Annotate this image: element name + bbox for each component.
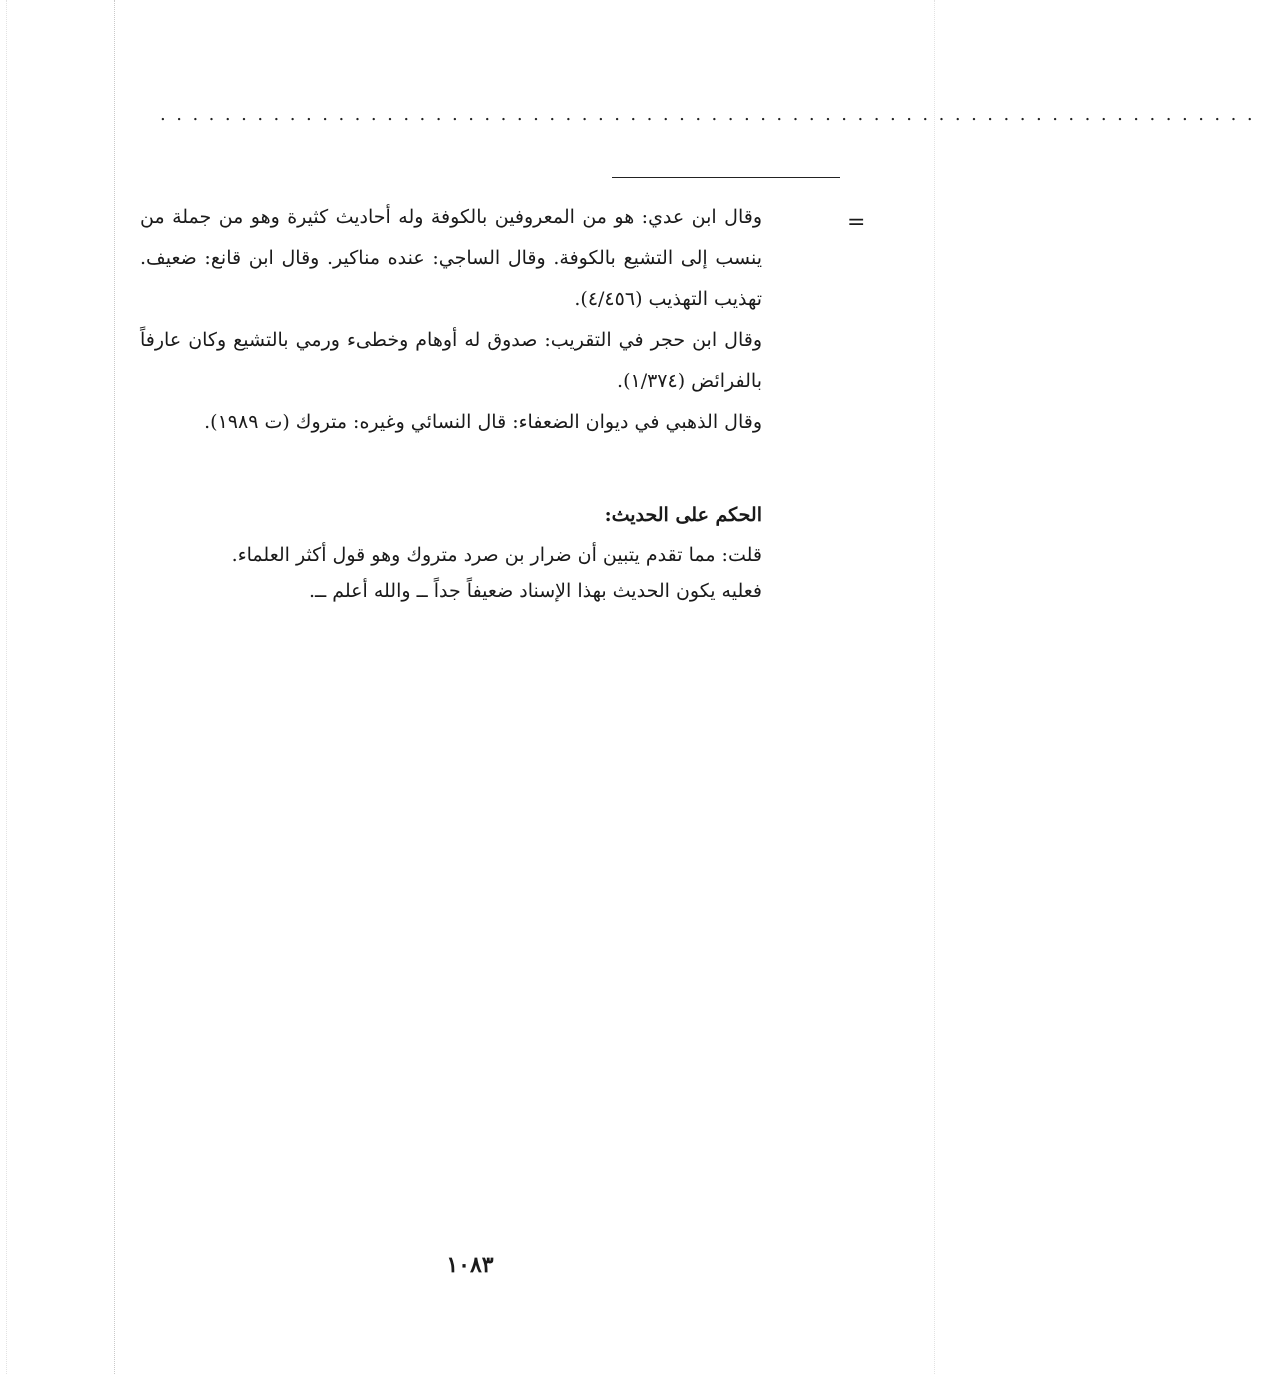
footnote-paragraph: وقال الذهبي في ديوان الضعفاء: قال النسائي وغيره: متروك (ت ١٩٨٩).	[204, 411, 762, 433]
ruling-line: فعليه يكون الحديث بهذا الإسناد ضعيفاً جداً ــ والله أعلم ــ.	[309, 580, 762, 602]
footnote-rule	[612, 177, 840, 178]
ruling-heading: الحكم على الحديث:	[604, 504, 762, 526]
ruling-section	[140, 497, 762, 609]
separator-dots: ....................................................................	[160, 104, 1263, 125]
right-edge-line	[934, 0, 935, 1374]
ruling-line: قلت: مما تقدم يتبين أن ضرار بن صرد متروك وهو قول أكثر العلماء.	[231, 544, 762, 566]
left-margin-line	[114, 0, 115, 1374]
footnote-paragraph: وقال ابن حجر في التقريب: صدوق له أوهام وخطىء ورمي بالتشيع وكان عارفاً بالفرائض (١/٣٧٤).	[140, 329, 762, 392]
continuation-mark: =	[847, 210, 866, 235]
left-edge-line	[6, 0, 7, 1374]
footnote-block	[140, 197, 762, 443]
page-number: ١٠٨٣	[446, 1252, 494, 1278]
footnote-paragraph: وقال ابن عدي: هو من المعروفين بالكوفة وله أحاديث كثيرة وهو من جملة من ينسب إلى التشيع بالكوفة. وقال الساجي: عنده مناكير. وقال ابن قانع: ضعيف. تهذيب التهذيب (٤/٤٥٦).	[140, 206, 762, 310]
